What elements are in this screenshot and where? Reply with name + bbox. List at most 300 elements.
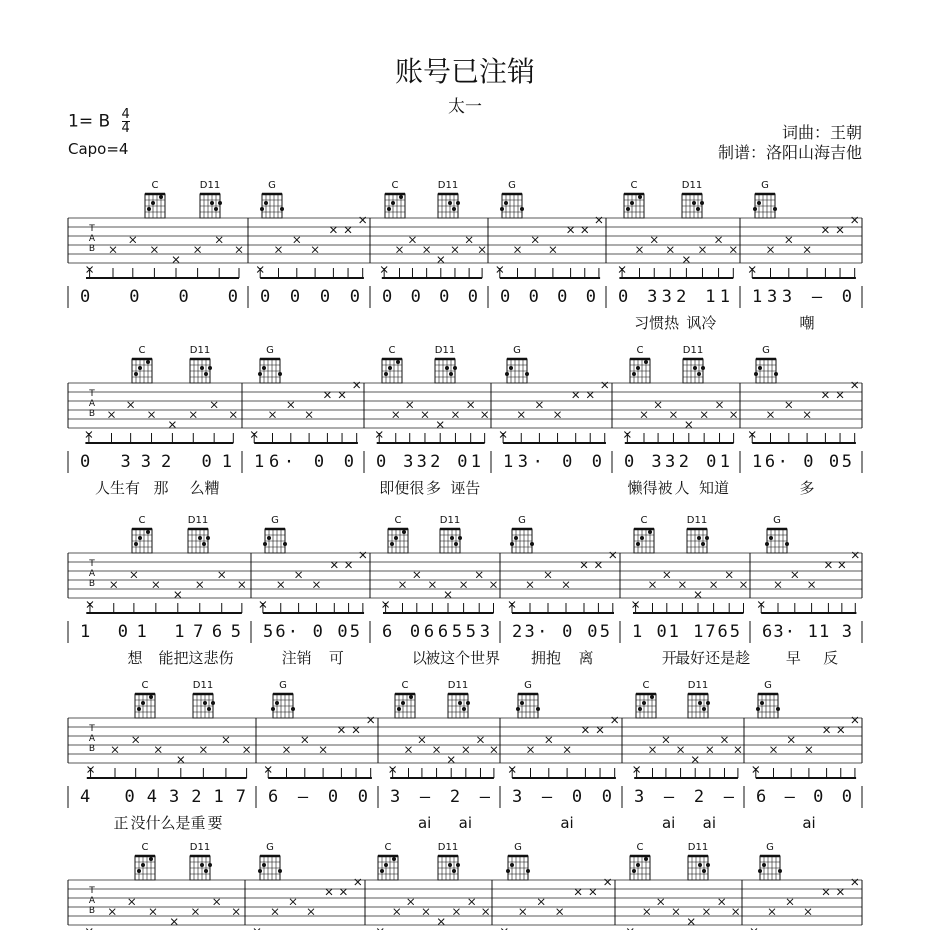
lyric-word: 被这个世界 xyxy=(425,649,501,667)
tab-note xyxy=(664,572,670,578)
finger-dot xyxy=(458,701,462,705)
tab-note xyxy=(695,592,701,598)
tab-note xyxy=(192,909,198,915)
chord-name: G xyxy=(761,180,769,191)
chord-diagram-g xyxy=(506,842,530,880)
chord-diagram-g xyxy=(258,842,282,880)
finger-dot xyxy=(208,366,212,370)
tab-note xyxy=(822,392,828,398)
chord-name: C xyxy=(401,680,409,691)
finger-dot xyxy=(202,542,206,546)
finger-dot xyxy=(456,201,460,205)
tab-note xyxy=(453,909,459,915)
finger-dot xyxy=(260,207,264,211)
finger-dot xyxy=(151,201,155,205)
tab-note xyxy=(346,562,352,568)
lyric-word: 人生有 xyxy=(94,479,141,497)
finger-dot xyxy=(778,869,782,873)
lyric-word: 习惯热 xyxy=(634,314,680,332)
tab-note xyxy=(353,727,359,733)
tab-note xyxy=(407,402,413,408)
chord-diagram-c xyxy=(145,180,165,218)
tab-note xyxy=(129,899,135,905)
finger-dot xyxy=(262,366,266,370)
tab-note xyxy=(175,592,181,598)
finger-dot xyxy=(466,701,470,705)
lyric-word: 讽冷 xyxy=(686,314,717,332)
finger-dot xyxy=(701,542,705,546)
chord-name: D11 xyxy=(447,680,469,691)
finger-dot xyxy=(636,863,640,867)
chord-diagram-d11 xyxy=(688,680,710,718)
finger-dot xyxy=(754,372,758,376)
finger-dot xyxy=(506,869,510,873)
chord-name: D11 xyxy=(437,842,459,853)
tab-note xyxy=(528,747,534,753)
chord-name: D11 xyxy=(192,680,214,691)
jianpu-measure: 13· 0 0 xyxy=(503,452,602,472)
finger-dot xyxy=(448,863,452,867)
finger-dot xyxy=(399,195,403,199)
finger-dot xyxy=(146,530,150,534)
finger-dot xyxy=(758,366,762,370)
tab-note xyxy=(686,422,692,428)
tab-note xyxy=(733,909,739,915)
chord-diagram-g xyxy=(756,680,780,718)
lyric-word: 诬告 xyxy=(450,479,481,497)
tab-note xyxy=(414,572,420,578)
finger-dot xyxy=(147,207,151,211)
tab-note xyxy=(555,412,561,418)
chord-diagram-g xyxy=(258,345,282,383)
tab-note xyxy=(109,909,115,915)
tab-note xyxy=(717,402,723,408)
tab-note xyxy=(491,747,497,753)
tab-measure xyxy=(497,217,602,278)
tab-note xyxy=(786,237,792,243)
tab-note xyxy=(294,237,300,243)
finger-dot xyxy=(773,207,777,211)
finger-dot xyxy=(198,536,202,540)
tab-note xyxy=(324,392,330,398)
tab-note xyxy=(468,402,474,408)
lyric-word: 以 xyxy=(411,649,427,667)
tab-note xyxy=(216,237,222,243)
tab-note xyxy=(587,392,593,398)
tab-note xyxy=(822,227,828,233)
tab-note xyxy=(515,247,521,253)
finger-dot xyxy=(218,201,222,205)
tab-note xyxy=(786,402,792,408)
tab-note xyxy=(173,257,179,263)
finger-dot xyxy=(278,869,282,873)
finger-dot xyxy=(454,542,458,546)
chord-diagram-d11 xyxy=(682,180,704,218)
chord-diagram-g xyxy=(758,842,782,880)
finger-dot xyxy=(391,201,395,205)
lyric-word: 离 xyxy=(578,649,594,667)
lyric-word: 知道 xyxy=(698,479,730,497)
chord-diagram-g xyxy=(263,515,287,553)
finger-dot xyxy=(134,372,138,376)
finger-dot xyxy=(693,366,697,370)
tab-clef-letter: B xyxy=(88,244,96,254)
chord-diagram-g xyxy=(271,680,295,718)
tab-note xyxy=(338,727,344,733)
tab-note xyxy=(128,402,134,408)
tab-note xyxy=(582,727,588,733)
tab-note xyxy=(469,899,475,905)
finger-dot xyxy=(530,542,534,546)
chord-name: G xyxy=(764,680,772,691)
tab-note xyxy=(650,747,656,753)
tab-note xyxy=(110,247,116,253)
finger-dot xyxy=(456,863,460,867)
tab-note xyxy=(400,582,406,588)
tab-note xyxy=(735,747,741,753)
chord-diagram-g xyxy=(765,515,789,553)
tab-note xyxy=(109,412,115,418)
tab-note xyxy=(111,582,117,588)
chord-name: D11 xyxy=(199,180,221,191)
tab-note xyxy=(688,919,694,925)
finger-dot xyxy=(757,201,761,205)
tab-note xyxy=(641,412,647,418)
finger-dot xyxy=(769,536,773,540)
chord-diagram-d11 xyxy=(190,345,212,383)
finger-dot xyxy=(706,701,710,705)
tab-measure xyxy=(383,572,497,613)
tab-note xyxy=(214,899,220,905)
tab-clef-letter: B xyxy=(88,409,96,419)
chord-name: C xyxy=(394,515,402,526)
chord-diagram-c xyxy=(634,515,654,553)
chord-name: G xyxy=(279,680,287,691)
tab-note xyxy=(112,747,118,753)
lyric-word: 正 xyxy=(113,814,129,832)
tab-note xyxy=(133,737,139,743)
tab-note xyxy=(345,227,351,233)
tab-note xyxy=(339,392,345,398)
finger-dot xyxy=(262,863,266,867)
finger-dot xyxy=(388,366,392,370)
finger-dot xyxy=(697,372,701,376)
tab-note xyxy=(296,572,302,578)
tab-note xyxy=(595,562,601,568)
tab-clef-letter: B xyxy=(88,906,96,916)
finger-dot xyxy=(409,695,413,699)
finger-dot xyxy=(450,536,454,540)
finger-dot xyxy=(520,701,524,705)
chord-name: D11 xyxy=(687,842,709,853)
lyric-word: 开 xyxy=(661,649,677,667)
finger-dot xyxy=(698,701,702,705)
chord-diagram-c xyxy=(630,842,650,880)
song-title: 账号已注销 xyxy=(394,55,535,88)
tab-measure xyxy=(758,552,858,613)
finger-dot xyxy=(756,707,760,711)
finger-dot xyxy=(146,360,150,364)
finger-dot xyxy=(203,701,207,705)
tab-note xyxy=(711,582,717,588)
chord-diagram-c xyxy=(132,345,152,383)
finger-dot xyxy=(278,372,282,376)
tab-note xyxy=(340,889,346,895)
finger-dot xyxy=(520,207,524,211)
finger-dot xyxy=(452,869,456,873)
jianpu-measure: 63· 11 3 xyxy=(762,622,852,642)
tab-note xyxy=(564,747,570,753)
tab-note xyxy=(236,247,242,253)
finger-dot xyxy=(159,195,163,199)
chord-diagram-c xyxy=(385,180,405,218)
chord-name: G xyxy=(762,345,770,356)
tab-clef-letter: B xyxy=(88,744,96,754)
finger-dot xyxy=(138,536,142,540)
finger-dot xyxy=(397,707,401,711)
tab-note xyxy=(775,582,781,588)
tab-note xyxy=(667,247,673,253)
finger-dot xyxy=(141,863,145,867)
tab-clef-letter: T xyxy=(89,724,95,734)
tab-note xyxy=(219,572,225,578)
tab-clef-letter: T xyxy=(89,886,95,896)
jianpu-measure: 23· 0 05 xyxy=(512,622,610,642)
chord-name: D11 xyxy=(682,345,704,356)
tab-note xyxy=(655,402,661,408)
chord-diagram-d11 xyxy=(435,345,457,383)
tab-note xyxy=(731,412,737,418)
tab-measure xyxy=(749,217,857,278)
tab-note xyxy=(326,889,332,895)
time-numerator: 4 xyxy=(121,107,130,122)
lyric-word: 那 xyxy=(153,479,169,497)
tab-note xyxy=(438,919,444,925)
tab-note xyxy=(394,909,400,915)
tab-measure xyxy=(501,879,610,930)
tab-note xyxy=(532,237,538,243)
chord-diagram-c xyxy=(624,180,644,218)
lyric-word: 即便很 xyxy=(379,479,425,497)
tab-clef-letter: A xyxy=(88,234,96,244)
tab-note xyxy=(477,737,483,743)
chord-diagram-d11 xyxy=(438,180,460,218)
tab-note xyxy=(190,412,196,418)
finger-dot xyxy=(626,207,630,211)
finger-dot xyxy=(642,701,646,705)
chord-diagram-d11 xyxy=(448,680,470,718)
tab-note xyxy=(452,412,458,418)
chord-diagram-d11 xyxy=(440,515,462,553)
finger-dot xyxy=(458,536,462,540)
chord-diagram-d11 xyxy=(688,842,710,880)
tab-measure xyxy=(376,402,487,443)
chord-name: G xyxy=(766,842,774,853)
chord-name: G xyxy=(513,345,521,356)
finger-dot xyxy=(698,863,702,867)
tab-measure xyxy=(86,572,245,613)
finger-dot xyxy=(692,201,696,205)
tab-note xyxy=(550,247,556,253)
chord-name: D11 xyxy=(686,515,708,526)
finger-dot xyxy=(137,869,141,873)
finger-dot xyxy=(774,372,778,376)
tab-note xyxy=(149,412,155,418)
finger-dot xyxy=(401,701,405,705)
tab-measure xyxy=(86,237,242,278)
lyric-word: 人 xyxy=(674,479,690,497)
finger-dot xyxy=(380,869,384,873)
tab-note xyxy=(650,582,656,588)
tab-measure xyxy=(381,237,485,278)
artist-name: 太一 xyxy=(448,97,482,117)
lyric-word: 反 xyxy=(823,649,839,667)
finger-dot xyxy=(264,201,268,205)
finger-dot xyxy=(648,530,652,534)
jianpu-measure: 1 01 1765 xyxy=(632,622,740,642)
tab-note xyxy=(131,572,137,578)
jianpu-measure: 0 332 01 xyxy=(80,452,232,472)
finger-dot xyxy=(636,542,640,546)
finger-dot xyxy=(753,207,757,211)
tab-note xyxy=(719,899,725,905)
tab-note xyxy=(806,747,812,753)
tab-note xyxy=(153,582,159,588)
tab-note xyxy=(423,909,429,915)
tab-note xyxy=(195,247,201,253)
lyric-word: 拥抱 xyxy=(530,649,562,667)
chord-diagram-g xyxy=(505,345,529,383)
tab-note xyxy=(482,412,488,418)
finger-dot xyxy=(200,366,204,370)
finger-dot xyxy=(258,372,262,376)
tab-note xyxy=(476,572,482,578)
tab-note xyxy=(518,412,524,418)
finger-dot xyxy=(765,542,769,546)
lyric-word: 没什么是重 xyxy=(130,814,206,832)
finger-dot xyxy=(214,207,218,211)
tab-note xyxy=(288,402,294,408)
chord-name: D11 xyxy=(437,180,459,191)
tab-note xyxy=(769,909,775,915)
lyric-word: 能把这悲伤 xyxy=(158,649,234,667)
finger-dot xyxy=(696,207,700,211)
lyric-word: ai xyxy=(560,814,574,832)
chord-name: D11 xyxy=(681,180,703,191)
finger-dot xyxy=(636,366,640,370)
finger-dot xyxy=(509,366,513,370)
tab-note xyxy=(272,909,278,915)
tab-note xyxy=(536,402,542,408)
capo-label: Capo=4 xyxy=(68,140,129,158)
tab-measure xyxy=(633,572,747,613)
chord-name: G xyxy=(271,515,279,526)
tab-note xyxy=(545,572,551,578)
tab-measure xyxy=(265,717,373,778)
finger-dot xyxy=(390,542,394,546)
chord-name: G xyxy=(514,842,522,853)
jianpu-measure: 0 332 01 xyxy=(376,452,481,472)
tab-note xyxy=(741,582,747,588)
lyric-word: 想 xyxy=(127,649,143,667)
jianpu-measure: 133 – 0 xyxy=(752,287,852,307)
finger-dot xyxy=(638,707,642,711)
tab-note xyxy=(452,247,458,253)
finger-dot xyxy=(514,536,518,540)
tab-note xyxy=(538,899,544,905)
tab-note xyxy=(445,592,451,598)
finger-dot xyxy=(785,542,789,546)
tab-note xyxy=(438,257,444,263)
lyric-word: 注销 xyxy=(281,649,312,667)
tab-note xyxy=(397,247,403,253)
tab-note xyxy=(290,899,296,905)
finger-dot xyxy=(208,863,212,867)
finger-dot xyxy=(207,707,211,711)
tab-measure xyxy=(624,402,736,443)
finger-dot xyxy=(384,863,388,867)
tab-note xyxy=(270,412,276,418)
tab-measure xyxy=(509,717,617,778)
tab-note xyxy=(312,247,318,253)
tab-clef-letter: T xyxy=(89,559,95,569)
tab-note xyxy=(557,909,563,915)
tab-note xyxy=(663,737,669,743)
lyric-word: 要 xyxy=(207,814,223,832)
tab-note xyxy=(276,247,282,253)
chord-name: C xyxy=(138,345,146,356)
chord-diagram-c xyxy=(395,680,415,718)
tab-measure xyxy=(254,879,361,930)
tab-note xyxy=(673,909,679,915)
finger-dot xyxy=(762,863,766,867)
tab-note xyxy=(597,727,603,733)
chord-name: C xyxy=(391,180,399,191)
chord-name: D11 xyxy=(439,515,461,526)
tab-measure xyxy=(751,879,858,930)
chord-name: G xyxy=(508,180,516,191)
chord-name: D11 xyxy=(434,345,456,356)
tab-note xyxy=(308,909,314,915)
tab-note xyxy=(792,572,798,578)
tab-note xyxy=(169,422,175,428)
tab-measure xyxy=(257,217,365,278)
chord-diagram-g xyxy=(753,180,777,218)
tab-note xyxy=(699,247,705,253)
tab-note xyxy=(726,572,732,578)
key-label: 1= B xyxy=(68,111,111,132)
finger-dot xyxy=(632,372,636,376)
tab-note xyxy=(768,247,774,253)
chord-name: D11 xyxy=(189,842,211,853)
tab-clef-letter: A xyxy=(88,896,96,906)
jianpu-measure: 4 043217 xyxy=(80,787,246,807)
tab-note xyxy=(306,412,312,418)
finger-dot xyxy=(206,536,210,540)
tab-measure xyxy=(500,382,608,443)
lyric-word: 嘲 xyxy=(799,314,815,332)
chord-diagram-d11 xyxy=(683,345,705,383)
finger-dot xyxy=(275,701,279,705)
finger-dot xyxy=(702,707,706,711)
tab-note xyxy=(787,899,793,905)
lyric-word: ai xyxy=(702,814,717,832)
lyricist-credit: 词曲：王朝 xyxy=(781,123,862,142)
finger-dot xyxy=(149,857,153,861)
tab-note xyxy=(437,422,443,428)
chord-diagram-c xyxy=(135,842,155,880)
finger-dot xyxy=(758,869,762,873)
